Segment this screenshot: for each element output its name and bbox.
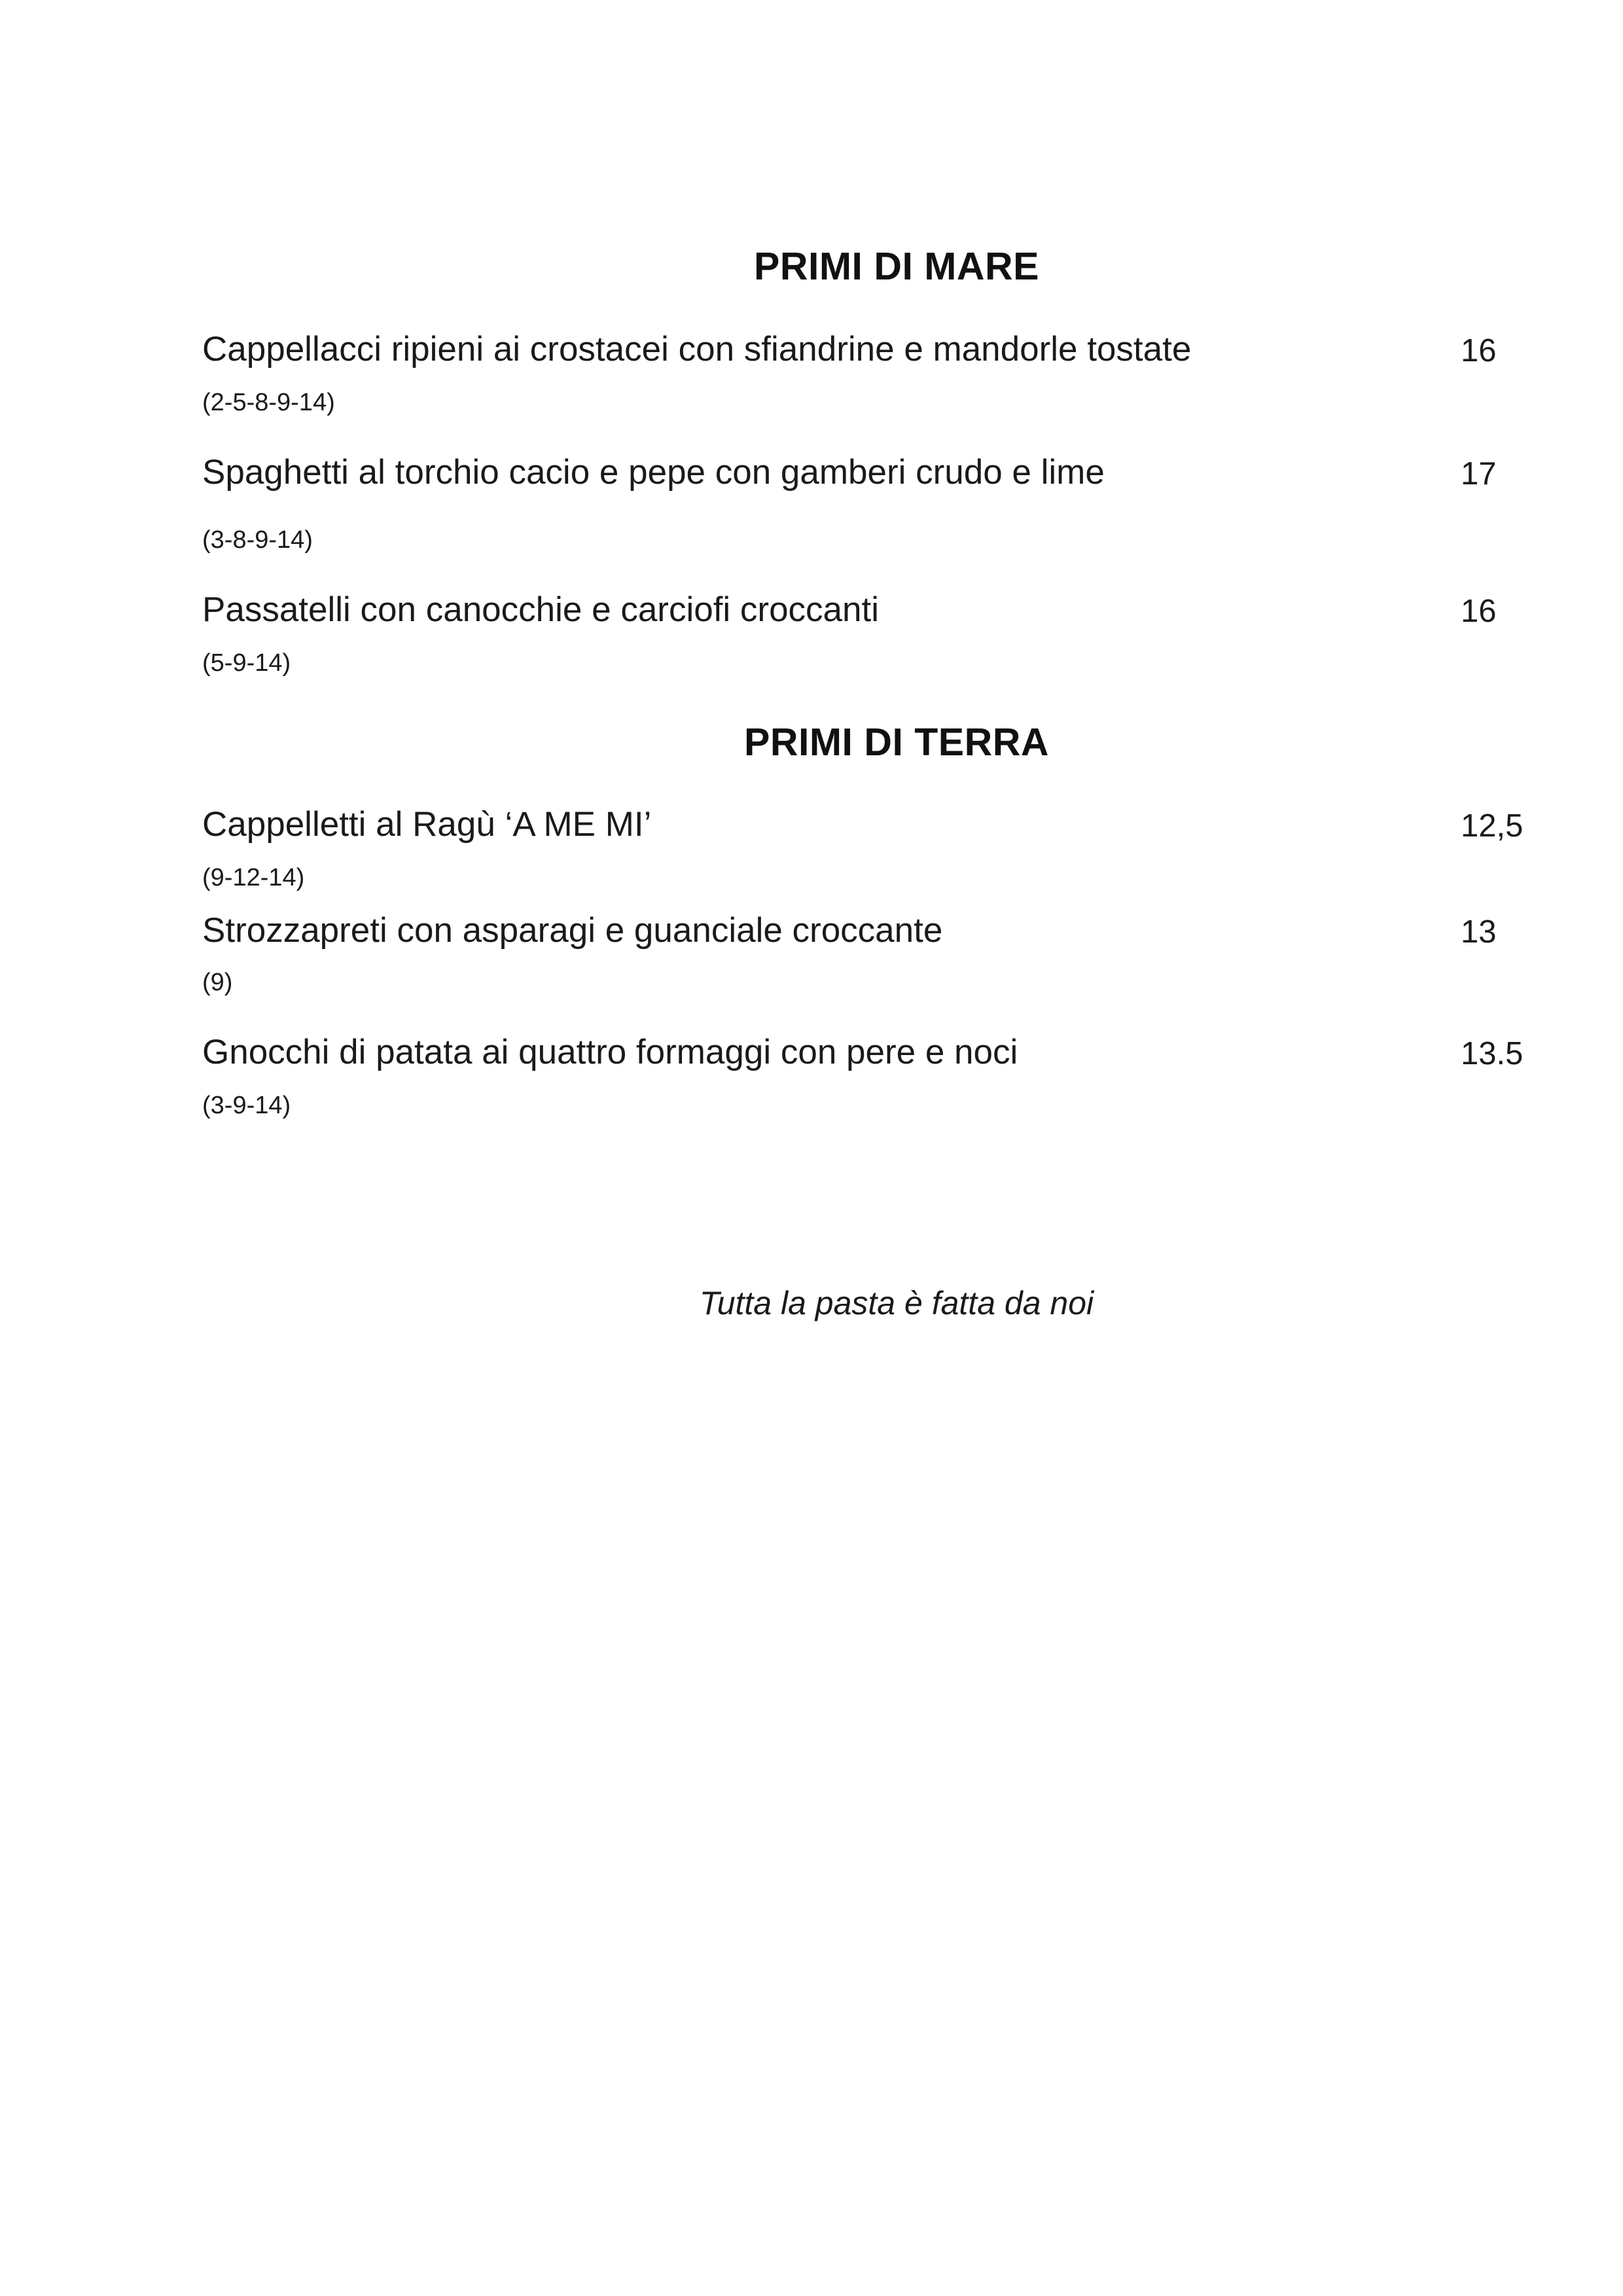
dish-price: 12,5 — [1461, 808, 1524, 844]
dish-allergens: (3-9-14) — [202, 1092, 291, 1119]
dish-price: 13 — [1461, 914, 1497, 950]
dish-allergens: (3-8-9-14) — [202, 526, 313, 554]
dish-name: Cappellacci ripieni ai crostacei con sfiandrine e mandorle tostate — [202, 330, 1192, 368]
dish-name: Passatelli con canocchie e carciofi croccanti — [202, 590, 879, 629]
dish-name: Spaghetti al torchio cacio e pepe con gamberi crudo e lime — [202, 453, 1105, 492]
footer-note: Tutta la pasta è fatta da noi — [699, 1285, 1094, 1321]
dish-name: Strozzapreti con asparagi e guanciale croccante — [202, 911, 943, 950]
dish-allergens: (2-5-8-9-14) — [202, 389, 335, 416]
section-title-primi-di-mare: PRIMI DI MARE — [754, 245, 1039, 288]
dish-name: Gnocchi di patata ai quattro formaggi con pere e noci — [202, 1033, 1018, 1071]
dish-price: 16 — [1461, 333, 1497, 368]
dish-allergens: (5-9-14) — [202, 649, 291, 677]
dish-allergens: (9) — [202, 969, 233, 996]
dish-price: 13.5 — [1461, 1036, 1524, 1071]
dish-allergens: (9-12-14) — [202, 864, 305, 891]
dish-price: 16 — [1461, 594, 1497, 629]
section-title-primi-di-terra: PRIMI DI TERRA — [744, 721, 1049, 764]
dish-name: Cappelletti al Ragù ‘A ME MI’ — [202, 805, 652, 844]
dish-price: 17 — [1461, 456, 1497, 492]
